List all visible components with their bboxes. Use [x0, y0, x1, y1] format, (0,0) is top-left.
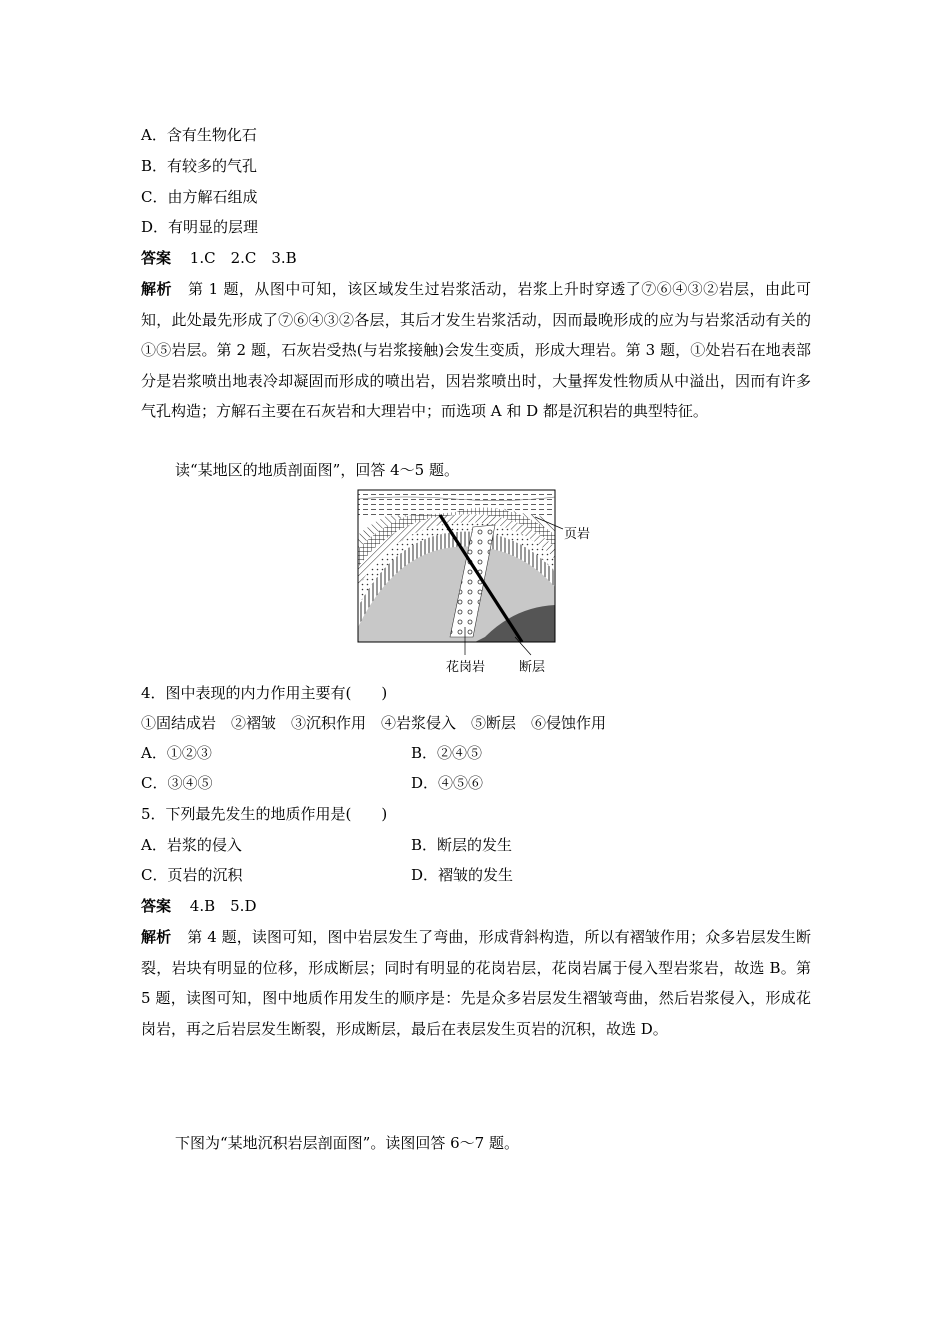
- analysis-text: 第 1 题，从图中可知，该区域发生过岩浆活动，岩浆上升时穿透了⑦⑥④③②岩层，由此可知，此处最先形成了⑦⑥④③②各层，其后才发生岩浆活动，因而最晚形成的应为与岩浆活动有关的①⑤岩层。第 2 题，石灰岩受热(与岩浆接触)会发生变质，形成大理岩。第 3 题，①处岩石在地表部分是岩浆喷出地表冷却凝固而形成的喷出岩，因岩浆喷出时，大量挥发性物质从中溢出，因而有许多气孔构造；方解石主要在石灰岩和大理岩中；而选项 A 和 D 都是沉积岩的典型特征。: [141, 280, 811, 420]
- answer-4-5: [141, 896, 256, 916]
- option-c: C．由方解石组成: [141, 188, 258, 206]
- q4-option-c: C．③④⑤: [141, 774, 213, 792]
- q4-items: ①固结成岩 ②褶皱 ③沉积作用 ④岩浆侵入 ⑤断层 ⑥侵蚀作用: [141, 714, 607, 732]
- analysis-4-5: [141, 922, 811, 1044]
- answer-label: 答案: [141, 897, 172, 915]
- q4-option-b: B．②④⑤: [411, 744, 483, 762]
- q5-option-b: B．断层的发生: [411, 836, 513, 854]
- intro-6-7: 下图为“某地沉积岩层剖面图”。读图回答 6～7 题。: [175, 1134, 519, 1152]
- q5-option-c: C．页岩的沉积: [141, 866, 243, 884]
- analysis-label: 解析: [141, 928, 172, 946]
- q4-option-a: A．①②③: [141, 744, 212, 762]
- analysis-1-3: [141, 274, 811, 427]
- q5-option-d: D．褶皱的发生: [411, 866, 514, 884]
- answer-label: 答案: [141, 249, 172, 267]
- geologic-section-figure: [355, 487, 595, 677]
- label-shale: 页岩: [564, 527, 591, 542]
- geologic-section-diagram: [355, 487, 595, 677]
- label-fault: 断层: [519, 660, 546, 675]
- label-granite: 花岗岩: [446, 660, 486, 675]
- analysis-label: 解析: [141, 280, 172, 298]
- analysis-text: 第 4 题，读图可知，图中岩层发生了弯曲，形成背斜构造，所以有褶皱作用；众多岩层发生断裂，岩块有明显的位移，形成断层；同时有明显的花岗岩层，花岗岩属于侵入型岩浆岩，故选 B。第 5 题，读图可知，图中地质作用发生的顺序是：先是众多岩层发生褶皱弯曲，然后岩浆侵入，形成花岗岩，再之后岩层发生断裂，形成断层，最后在表层发生页岩的沉积，故选 D。: [141, 928, 811, 1038]
- option-d: D．有明显的层理: [141, 218, 259, 236]
- q5-option-a: A．岩浆的侵入: [141, 836, 242, 854]
- q4-stem: 4．图中表现的内力作用主要有( ): [141, 684, 388, 702]
- intro-4-5: 读“某地区的地质剖面图”，回答 4～5 题。: [175, 461, 459, 479]
- q4-option-d: D．④⑤⑥: [411, 774, 484, 792]
- answer-text: 1.C 2.C 3.B: [189, 249, 297, 267]
- q5-stem: 5．下列最先发生的地质作用是( ): [141, 805, 388, 823]
- option-a: A．含有生物化石: [141, 126, 257, 144]
- option-b: B．有较多的气孔: [141, 157, 258, 175]
- answer-1-3: [141, 248, 297, 268]
- answer-text: 4.B 5.D: [189, 897, 257, 915]
